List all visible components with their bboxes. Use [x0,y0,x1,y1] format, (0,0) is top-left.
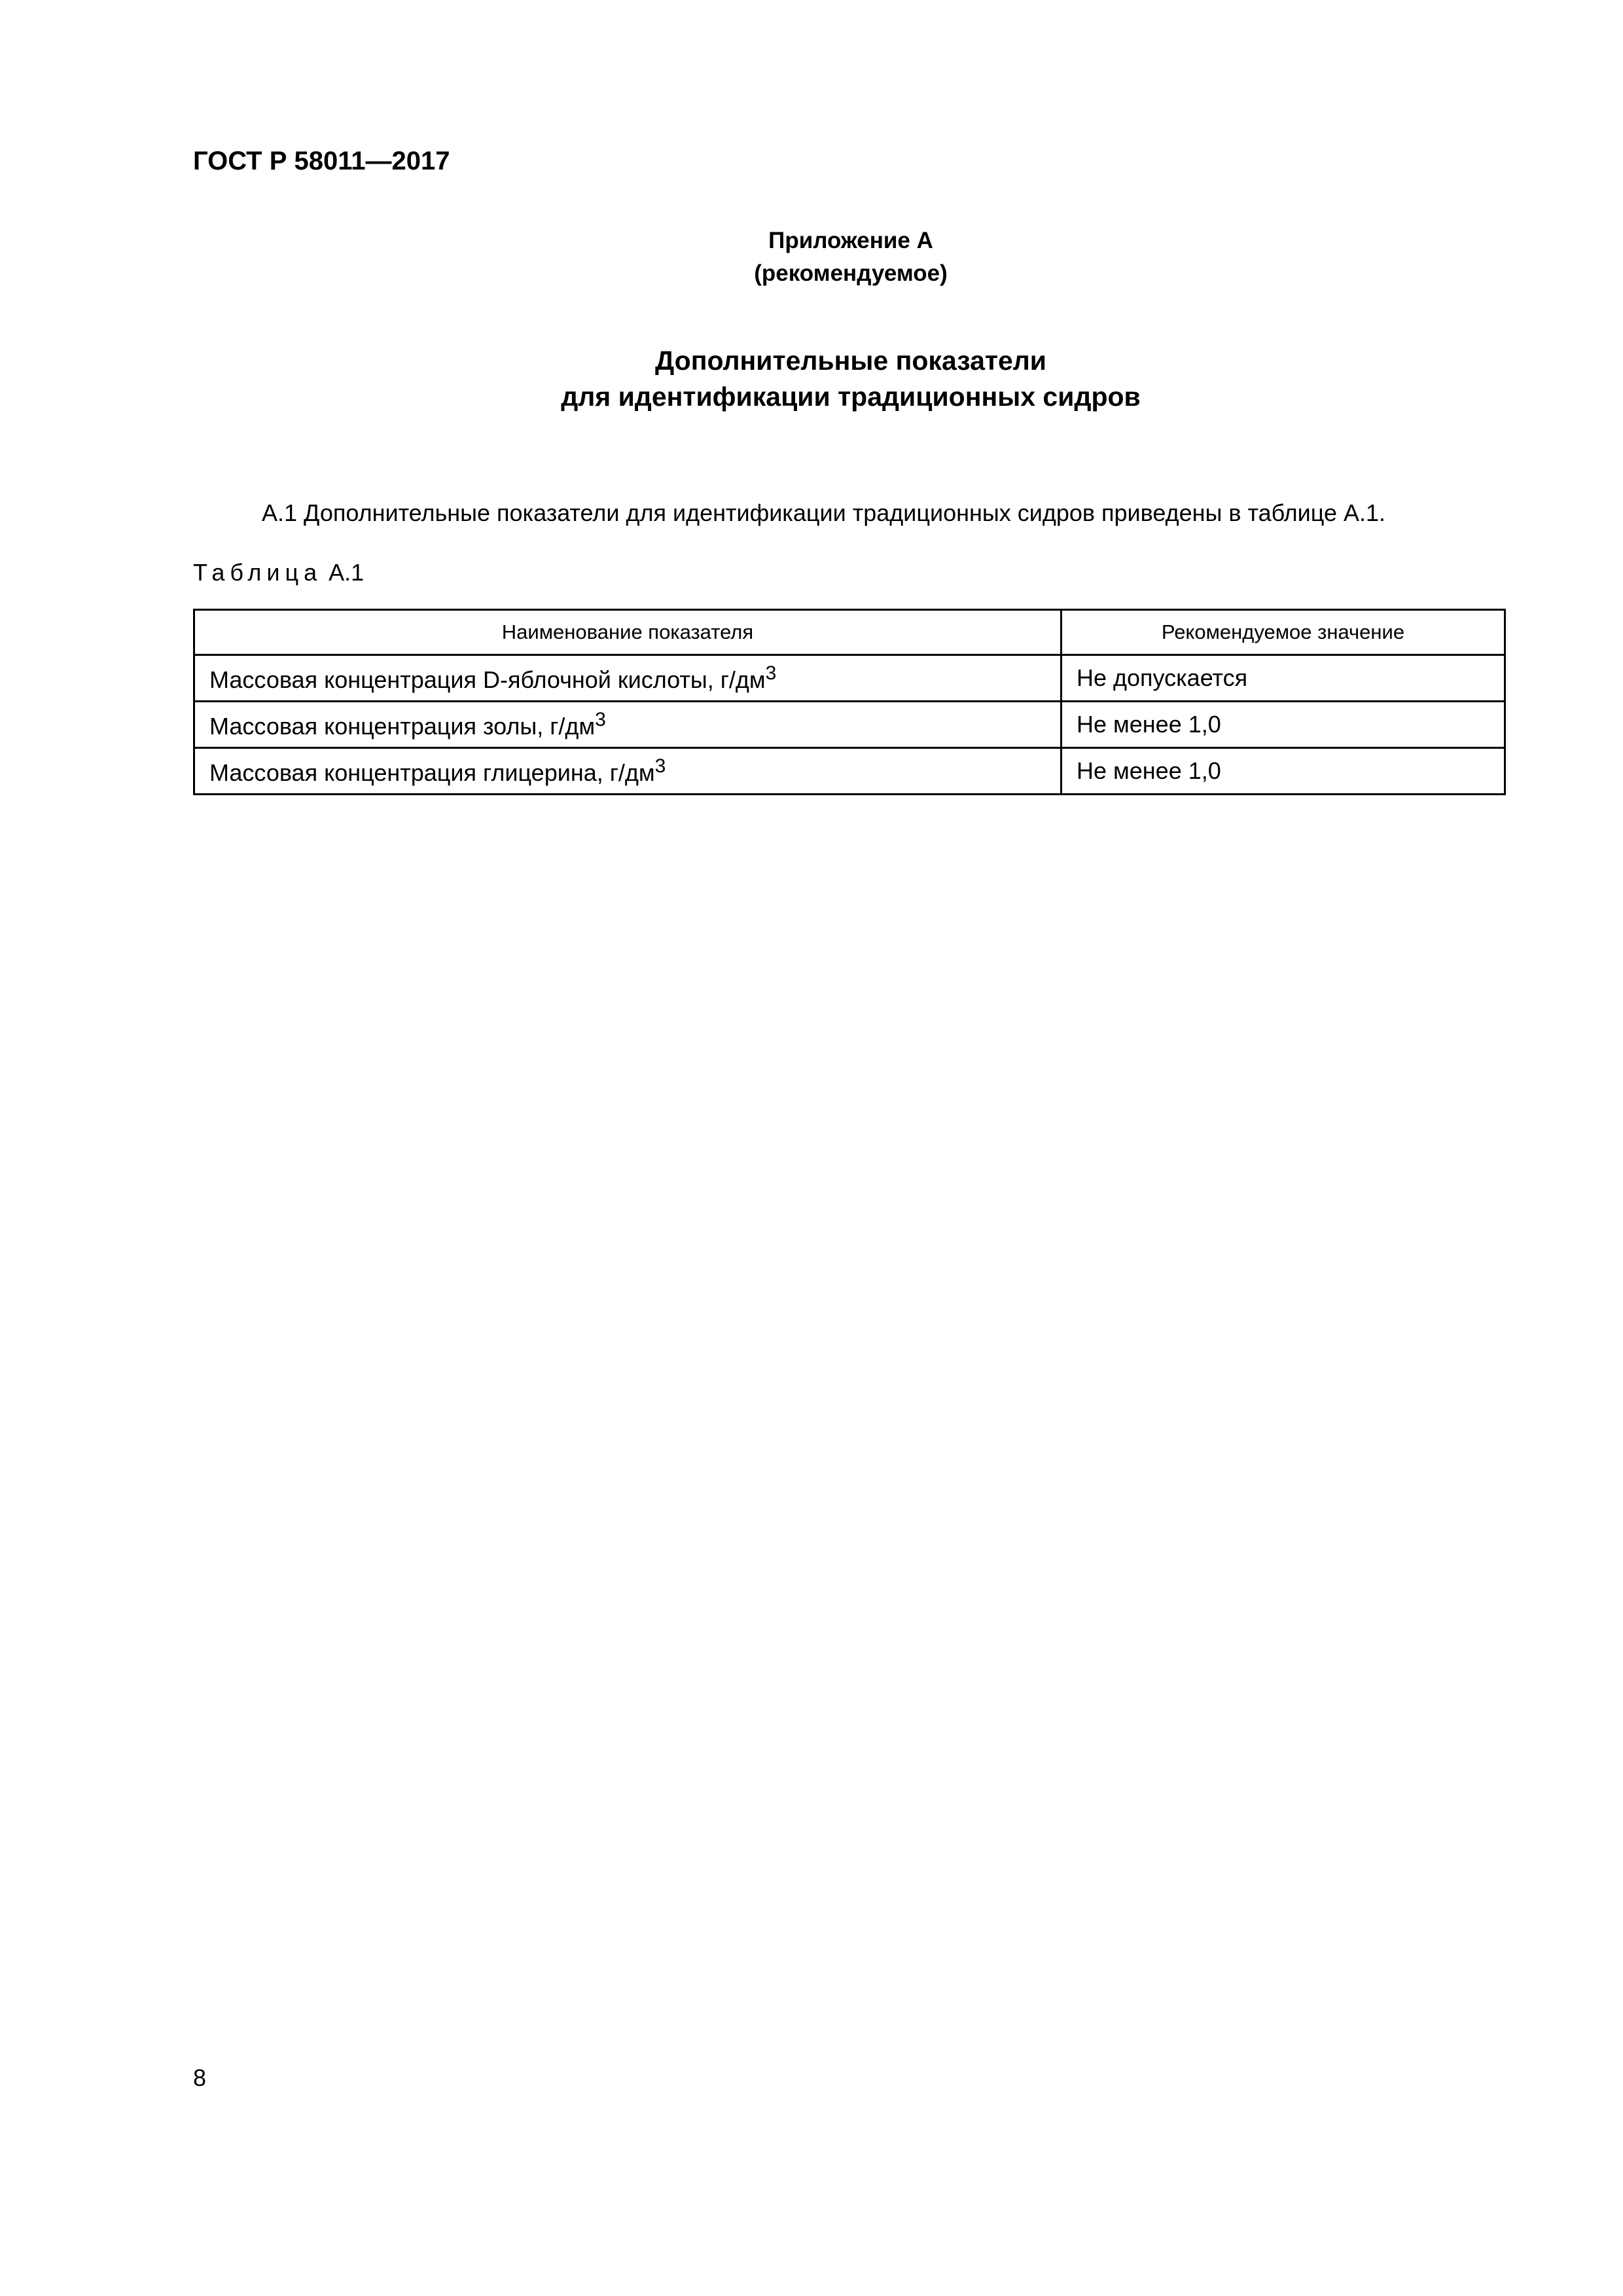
table-caption [193,558,364,586]
value-cell: Не допускается [1061,655,1505,702]
table-row [194,748,1505,795]
indicators-table [193,609,1506,795]
intro-paragraph: А.1 Дополнительные показатели для идентификации традиционных сидров приведены в таблице А.1. [262,499,1386,526]
indicator-text: Массовая концентрация золы, г/дм [209,713,596,740]
value-cell: Не менее 1,0 [1061,702,1505,748]
title-line-1: Дополнительные показатели [654,346,1047,376]
appendix-title [0,343,1623,415]
indicator-cell [194,655,1061,702]
title-line-2: для идентификации традиционных сидров [561,382,1141,412]
table-caption-word: Таблица [193,559,323,586]
indicator-cell [194,702,1061,748]
header-indicator-name: Наименование показателя [194,610,1061,655]
indicator-text: Массовая концентрация D-яблочной кислоты, г/дм [209,666,766,693]
table-header-row [194,610,1505,655]
indicator-text: Массовая концентрация глицерина, г/дм [209,759,655,786]
unit-superscript: 3 [654,755,666,777]
appendix-status: (рекомендуемое) [754,260,948,286]
value-cell: Не менее 1,0 [1061,748,1505,795]
document-code: ГОСТ Р 58011—2017 [193,147,450,175]
unit-superscript: 3 [765,662,777,684]
table-row [194,702,1505,748]
page-number: 8 [193,2064,207,2091]
unit-superscript: 3 [595,709,606,730]
table-row [194,655,1505,702]
appendix-label: Приложение А [768,228,933,253]
appendix-heading [0,224,1623,290]
table-caption-number: А.1 [329,559,365,586]
header-recommended-value: Рекомендуемое значение [1061,610,1505,655]
indicator-cell [194,748,1061,795]
